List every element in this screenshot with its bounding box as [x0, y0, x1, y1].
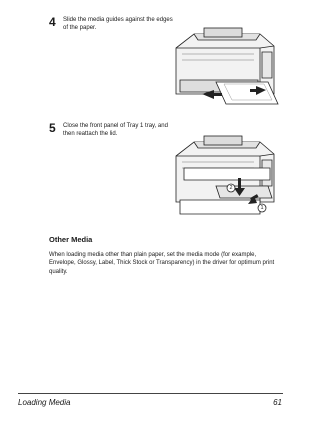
printer-media-guides-illustration — [168, 20, 280, 112]
callout-2-label: 2 — [229, 185, 233, 191]
footer-divider — [18, 393, 283, 394]
footer-chapter-title: Loading Media — [18, 398, 71, 407]
step-instruction: Slide the media guides against the edges of the paper. — [63, 17, 173, 31]
step-number: 5 — [49, 121, 56, 135]
section-body: When loading media other than plain paper, set the media mode (for example, Envelope, Glossy, Label, Thick Stock or Transparency) in the driver for optimum print quality. — [49, 252, 275, 275]
section-heading: Other Media — [49, 235, 93, 244]
step-number: 4 — [49, 15, 56, 29]
callout-1-label: 1 — [260, 205, 264, 211]
page-number: 61 — [273, 398, 282, 407]
step-instruction: Close the front panel of Tray 1 tray, and then reattach the lid. — [63, 123, 168, 137]
